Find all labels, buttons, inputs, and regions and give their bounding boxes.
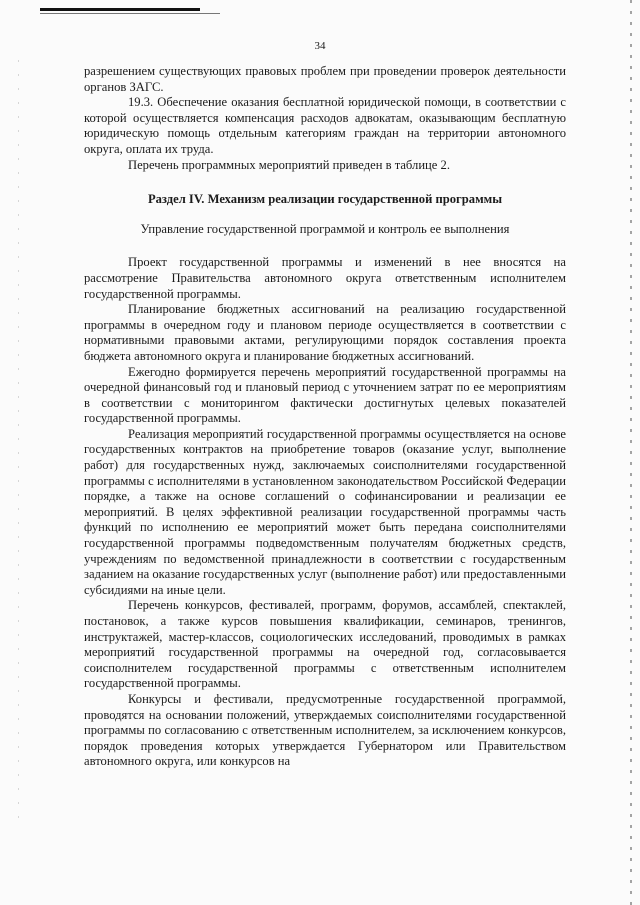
paragraph: 19.3. Обеспечение оказания бесплатной юридической помощи, в соответствии с которой осуществляется компенсация расходов адвокатам, оказывающим бесплатную юридическую помощь отдельным категориям граждан на территории автономного округа, оплата их труда. <box>84 95 566 156</box>
scan-artifact-left-edge <box>18 60 19 820</box>
document-body <box>84 64 566 770</box>
paragraph: Ежегодно формируется перечень мероприятий государственной программы на очередной финансовый год и плановый период с уточнением затрат по ее мероприятиям в соответствии с мониторингом фактически достигнутых целевых показателей государственной программы. <box>84 364 566 426</box>
scan-artifact-rule-thin <box>40 13 220 14</box>
paragraph: Реализация мероприятий государственной программы осуществляется на основе государственных контрактов на приобретение товаров (оказание услуг, выполнение работ) для государственных нужд, заключаемых соисполнителями государственной программы с исполнителями в установленном законодательством Российской Федерации порядке, а также на основе соглашений о софинансировании и реализации ее мероприятий. В целях эффективной реализации государственной программы часть функций по исполнению ее мероприятий может быть передана соисполнителями государственной программы подведомственным получателям бюджетных средств, учреждениям по ведомственной принадлежности в соответствии с государственным заданием на оказание государственных услуг (выполнение работ) или предоставленными субсидиями на иные цели. <box>84 426 566 597</box>
paragraph: Перечень программных мероприятий приведен в таблице 2. <box>128 157 450 172</box>
paragraph: Планирование бюджетных ассигнований на реализацию государственной программы в очередном году и плановом периоде осуществляется в соответствии с нормативными правовыми актами, регулирующими порядок составления проекта бюджета автономного округа и планирование бюджетных ассигнований. <box>84 302 566 363</box>
paragraph: Перечень конкурсов, фестивалей, программ, форумов, ассамблей, спектаклей, постановок, а также курсов повышения квалификации, семинаров, тренингов, инструктажей, мастер-классов, социологических исследований, проводимых в рамках мероприятий государственной программы на очередной год, согласовывается соисполнителем государственной программы с ответственным исполнителем государственной программы. <box>84 598 566 691</box>
scan-artifact-right-edge <box>630 0 632 905</box>
paragraph: разрешением существующих правовых проблем при проведении проверок деятельности органов ЗАГС. <box>84 64 566 94</box>
paragraph: Конкурсы и фестивали, предусмотренные государственной программой, проводятся на основании положений, утверждаемых соисполнителями государственной программы по согласованию с ответственным исполнителем, за исключением конкурсов, порядок проведения которых утверждается Губернатором или Правительством автономного округа, или конкурсов на <box>84 691 566 769</box>
page-number: 34 <box>314 40 326 52</box>
subsection-title: Управление государственной программой и контроль ее выполнения <box>140 221 510 236</box>
scan-artifact-rule <box>40 8 200 11</box>
paragraph: Проект государственной программы и изменений в нее вносятся на рассмотрение Правительства автономного округа ответственным исполнителем государственной программы. <box>84 255 566 301</box>
section-title: Раздел IV. Механизм реализации государственной программы <box>147 192 503 207</box>
